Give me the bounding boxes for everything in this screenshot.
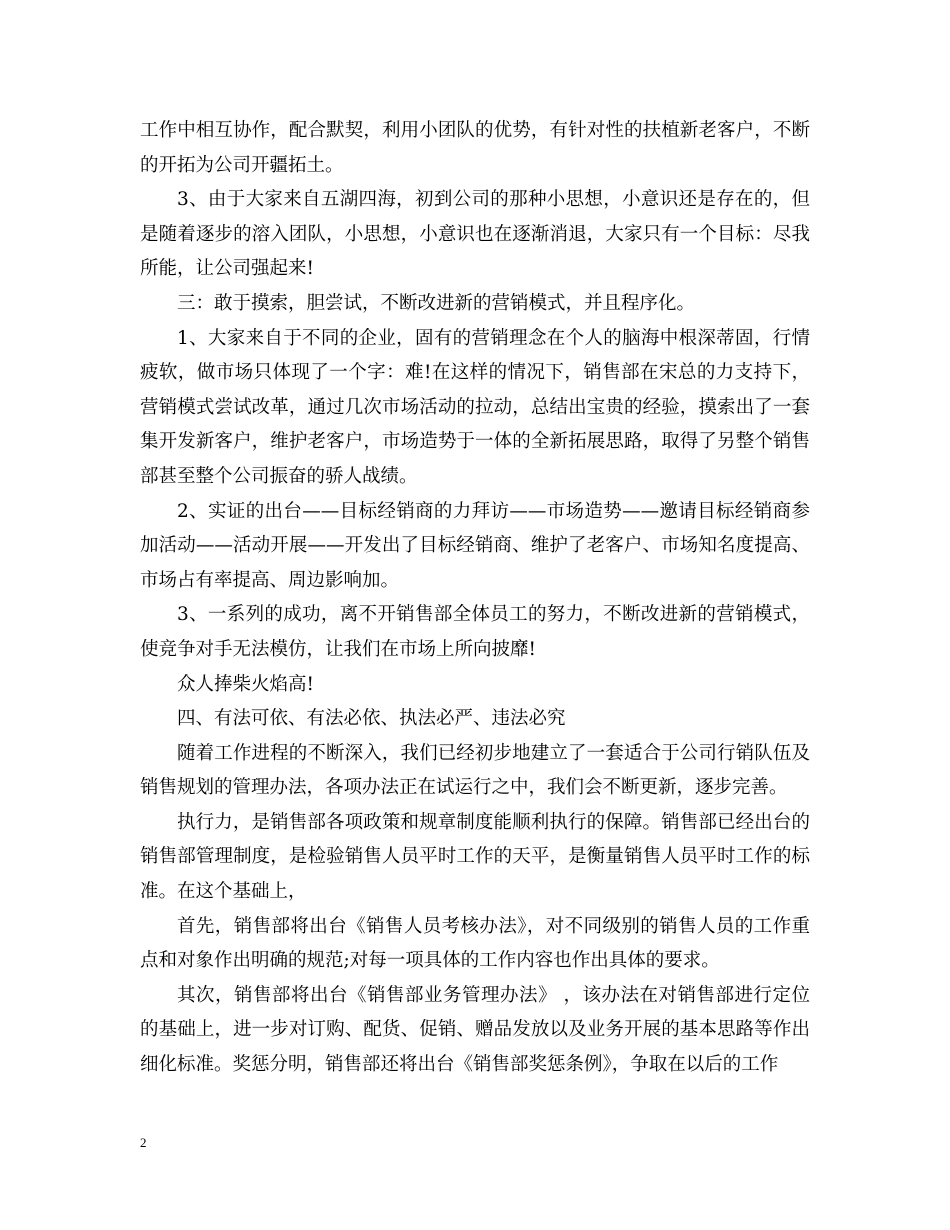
paragraph: 工作中相互协作，配合默契，利用小团队的优势，有针对性的扶植新老客户，不断的开拓为公司开疆拓土。 [140, 120, 810, 176]
paragraph: 执行力，是销售部各项政策和规章制度能顺利执行的保障。销售部已经出台的销售部管理制度，是检验销售人员平时工作的天平，是衡量销售人员平时工作的标准。在这个基础上， [140, 811, 810, 903]
paragraph: 众人捧柴火焰高! [177, 673, 314, 695]
page-number: 2 [140, 1135, 147, 1150]
section-heading: 四、有法可依、有法必依、执法必严、违法必究 [177, 708, 566, 730]
paragraph: 1、大家来自于不同的企业，固有的营销理念在个人的脑海中根深蒂固，行情疲软，做市场只体现了一个字：难!在这样的情况下，销售部在宋总的力支持下，营销模式尝试改革，通过几次市场活动的拉动，总结出宝贵的经验，摸索出了一套集开发新客户，维护老客户，市场造势于一体的全新拓展思路，取得了另整个销售部甚至整个公司振奋的骄人战绩。 [140, 327, 811, 487]
paragraph: 首先，销售部将出台《销售人员考核办法》，对不同级别的销售人员的工作重点和对象作出明确的规范;对每一项具体的工作内容也作出具体的要求。 [140, 915, 810, 972]
document-body [140, 114, 810, 1083]
paragraph: 随着工作进程的不断深入，我们已经初步地建立了一套适合于公司行销队伍及销售规划的管理办法，各项办法正在试运行之中，我们会不断更新，逐步完善。 [140, 742, 810, 799]
paragraph: 2、实证的出台——目标经销商的力拜访——市场造势——邀请目标经销商参加活动——活动开展——开发出了目标经销商、维护了老客户、市场知名度提高、市场占有率提高、周边影响加。 [140, 500, 810, 591]
paragraph: 3、由于大家来自五湖四海，初到公司的那种小思想，小意识还是存在的，但是随着逐步的溶入团队，小思想，小意识也在逐渐消退，大家只有一个目标：尽我所能，让公司强起来! [140, 189, 810, 280]
paragraph: 其次，销售部将出台《销售部业务管理办法》 ，该办法在对销售部进行定位的基础上，进一步对订购、配货、促销、赠品发放以及业务开展的基本思路等作出细化标准。奖惩分明，销售部还将出台《销售部奖惩条例》，争取在以后的工作 [140, 984, 810, 1076]
section-heading: 三：敢于摸索，胆尝试，不断改进新的营销模式，并且程序化。 [177, 292, 696, 314]
paragraph: 3、一系列的成功，离不开销售部全体员工的努力，不断改进新的营销模式，使竞争对手无法模仿，让我们在市场上所向披靡! [140, 604, 810, 660]
